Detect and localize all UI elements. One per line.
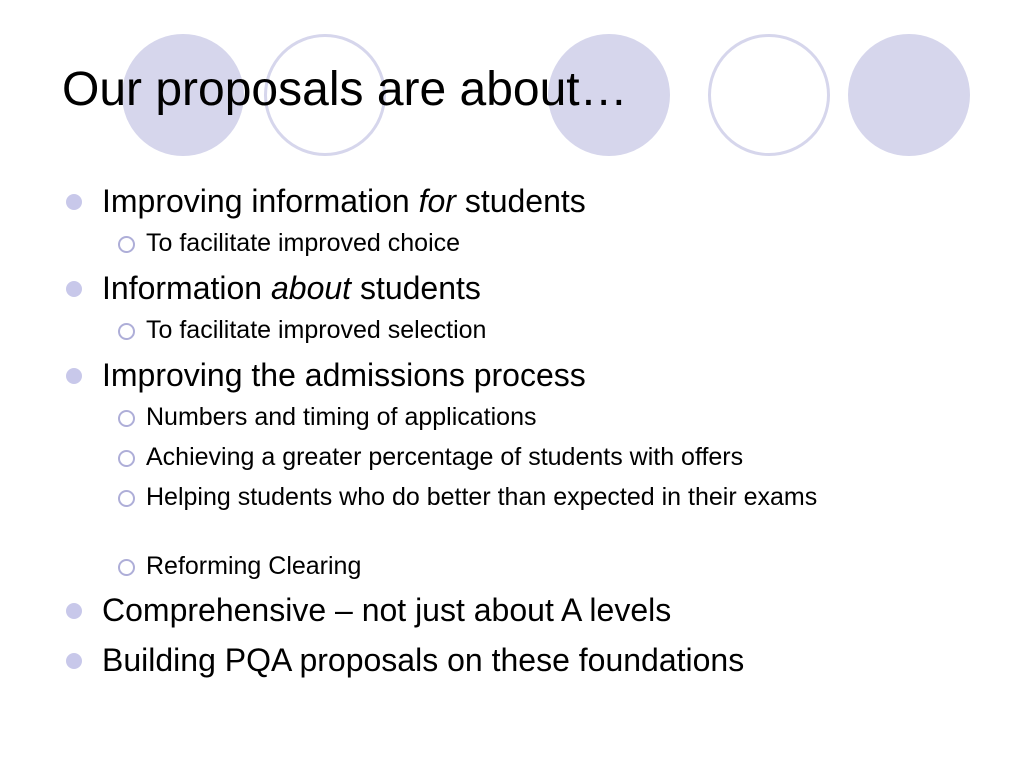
sub-bullet-ring-icon: [118, 559, 135, 576]
decor-circle-4: [708, 34, 830, 156]
sub-bullet-ring-icon: [118, 450, 135, 467]
sub-bullet-text: To facilitate improved selection: [146, 316, 487, 344]
bullet-text: Improving the admissions process: [102, 357, 586, 393]
sub-bullet-ring-icon: [118, 236, 135, 253]
sub-bullet-text: Achieving a greater percentage of students with offers: [146, 443, 744, 471]
sub-bullet-text: Reforming Clearing: [146, 552, 362, 580]
sub-bullet-text: To facilitate improved choice: [146, 229, 461, 257]
decor-circle-5: [848, 34, 970, 156]
sub-bullet-text: Numbers and timing of applications: [146, 403, 537, 431]
bullet-dot-icon: [66, 653, 82, 669]
sub-bullet-ring-icon: [118, 490, 135, 507]
sub-bullet-ring-icon: [118, 410, 135, 427]
bullet-dot-icon: [66, 603, 82, 619]
bullet-dot-icon: [66, 194, 82, 210]
sub-bullet-ring-icon: [118, 323, 135, 340]
slide-title: Our proposals are about…: [62, 63, 628, 116]
bullet-dot-icon: [66, 281, 82, 297]
sub-bullet-text: Helping students who do better than expected in their exams: [146, 483, 818, 511]
bullet-text: Building PQA proposals on these foundations: [102, 642, 745, 678]
bullet-text: Information about students: [102, 270, 481, 306]
bullet-dot-icon: [66, 368, 82, 384]
bullet-text: Improving information for students: [102, 183, 586, 219]
bullet-text: Comprehensive – not just about A levels: [102, 592, 672, 628]
